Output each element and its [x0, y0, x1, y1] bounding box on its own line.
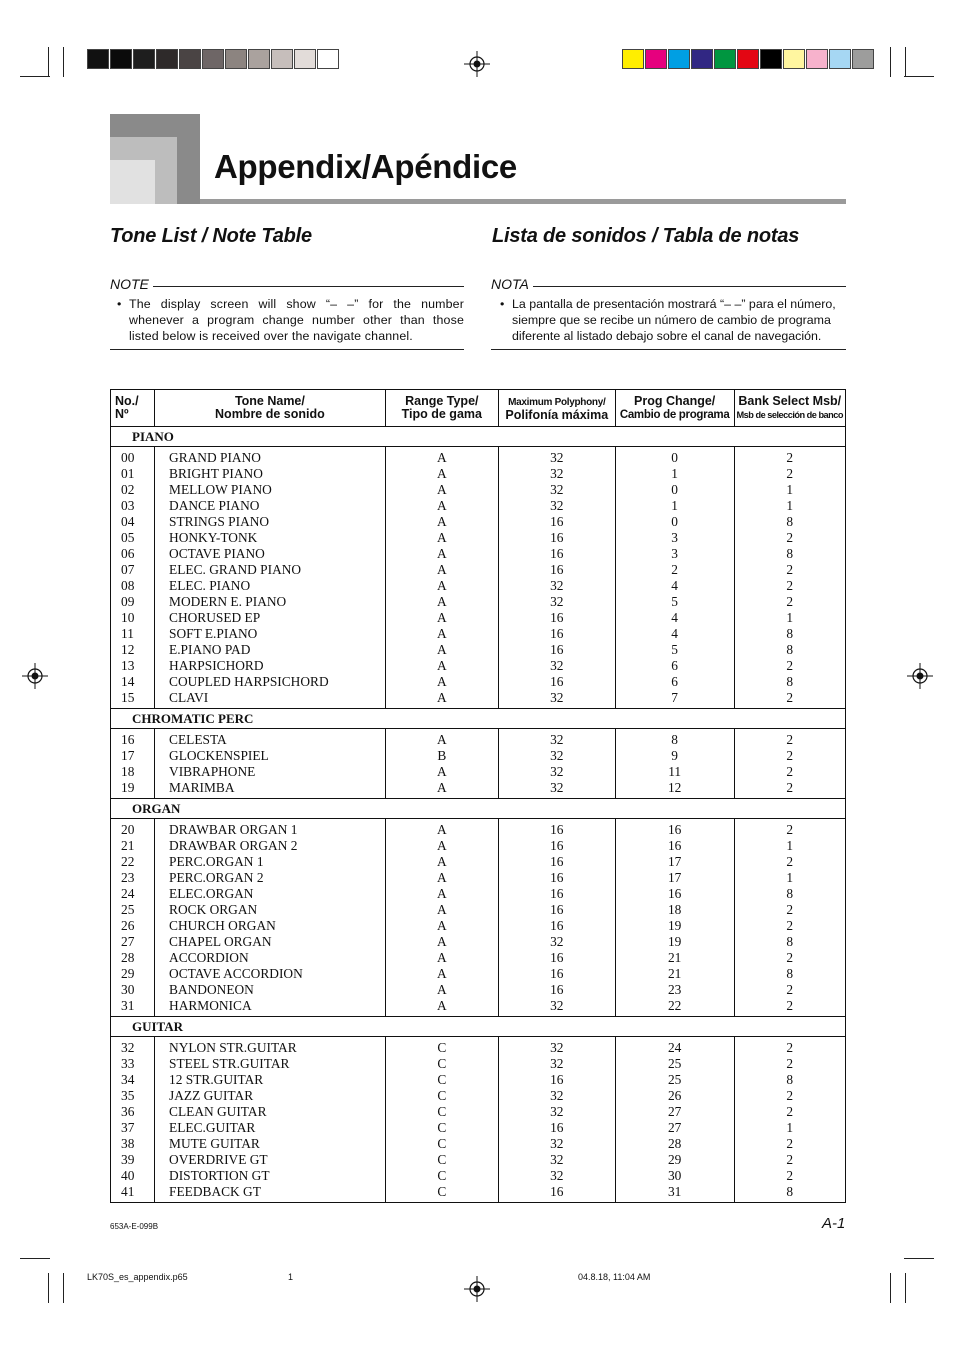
category-row-chromatic-perc	[111, 709, 846, 729]
category-label: CHROMATIC PERC	[111, 709, 846, 729]
category-row-piano	[111, 427, 846, 447]
prog-change-cell: 24 25 25 26 27 27 28 29 30 31	[615, 1037, 734, 1203]
color-swatch	[852, 49, 874, 69]
number-cell: 00 01 02 03 04 05 06 07 08 09 10 11 12 13 14 15	[111, 447, 155, 709]
color-swatch	[806, 49, 828, 69]
prog-change-cell: 8 9 11 12	[615, 729, 734, 799]
tone-name-cell: NYLON STR.GUITAR STEEL STR.GUITAR 12 STR.GUITAR JAZZ GUITAR CLEAN GUITAR ELEC.GUITAR MUTE GUITAR OVERDRIVE GT DISTORTION GT FEEDBACK GT	[155, 1037, 386, 1203]
bank-select-cell: 2 2 8 2 2 1 2 2 2 8	[734, 1037, 845, 1203]
note-text	[500, 296, 844, 344]
prog-change-cell: 0 1 0 1 0 3 3 2 4 5 4 4 5 6 6 7	[615, 447, 734, 709]
note-body: The display screen will show “– –” for the number whenever a program change number other than those listed below is received over the navigate channel.	[129, 297, 464, 343]
color-swatch	[714, 49, 736, 69]
crop-mark	[890, 47, 891, 77]
color-swatch	[202, 49, 224, 69]
col-header-range-type: Range Type/ Tipo de gama	[385, 390, 498, 427]
note-body: La pantalla de presentación mostrará “– –” para el número, siempre que se recibe un número de cambio de programa diferente al listado debajo sobre el canal de navegación.	[512, 297, 836, 343]
color-swatch	[783, 49, 805, 69]
group-rows-piano	[111, 447, 846, 709]
col-header-bank-select: Bank Select Msb/ Msb de selección de banco	[734, 390, 845, 427]
category-label: GUITAR	[111, 1017, 846, 1037]
col-header-prog-change: Prog Change/ Cambio de programa	[615, 390, 734, 427]
number-cell: 20 21 22 23 24 25 26 27 28 29 30 31	[111, 819, 155, 1017]
color-swatch	[737, 49, 759, 69]
table-header-row	[111, 390, 846, 427]
crop-mark	[904, 1258, 934, 1259]
bank-select-cell: 2 1 2 1 8 2 2 8 2 8 2 2	[734, 819, 845, 1017]
tone-name-cell: GRAND PIANO BRIGHT PIANO MELLOW PIANO DANCE PIANO STRINGS PIANO HONKY-TONK OCTAVE PIANO ELEC. GRAND PIANO ELEC. PIANO MODERN E. PIANO CHORUSED EP SOFT E.PIANO E.PIANO PAD HARPSICHORD COUPLED HARPSICHORD CLAVI	[155, 447, 386, 709]
note-rule	[110, 286, 464, 287]
col-header-polyphony: Maximum Polyphony/ Polifonía máxima	[498, 390, 615, 427]
tone-name-cell: DRAWBAR ORGAN 1 DRAWBAR ORGAN 2 PERC.ORGAN 1 PERC.ORGAN 2 ELEC.ORGAN ROCK ORGAN CHURCH ORGAN CHAPEL ORGAN ACCORDION OCTAVE ACCORDION BANDONEON HARMONICA	[155, 819, 386, 1017]
note-text	[117, 296, 464, 344]
color-swatch	[156, 49, 178, 69]
note-bullet: •	[117, 297, 122, 311]
group-rows-chromatic-perc	[111, 729, 846, 799]
color-swatch	[294, 49, 316, 69]
color-swatch	[248, 49, 270, 69]
range-type-cell: C C C C C C C C C C	[385, 1037, 498, 1203]
col-header-number: No./ Nº	[111, 390, 155, 427]
registration-mark-icon	[22, 663, 48, 689]
color-swatch	[760, 49, 782, 69]
color-swatch	[668, 49, 690, 69]
note-box-es	[491, 276, 846, 350]
registration-mark-icon	[907, 663, 933, 689]
color-swatch	[645, 49, 667, 69]
color-calibration-bar	[622, 49, 875, 69]
crop-mark	[904, 76, 934, 77]
color-swatch	[271, 49, 293, 69]
slug-filename: LK70S_es_appendix.p65	[87, 1272, 188, 1282]
polyphony-cell: 32 32 32 32 16 16 16 16 32 32 16 16 16 32 16 32	[498, 447, 615, 709]
crop-mark	[63, 1273, 64, 1303]
crop-mark	[890, 1273, 891, 1303]
group-rows-guitar	[111, 1037, 846, 1203]
grayscale-calibration-bar	[87, 49, 340, 69]
note-label: NOTE	[110, 276, 153, 292]
polyphony-cell: 16 16 16 16 16 16 16 32 16 16 16 32	[498, 819, 615, 1017]
tone-name-cell: CELESTA GLOCKENSPIEL VIBRAPHONE MARIMBA	[155, 729, 386, 799]
section-heading-es: Lista de sonidos / Tabla de notas	[492, 225, 800, 247]
page-title: Appendix/Apéndice	[214, 148, 517, 185]
color-swatch	[110, 49, 132, 69]
category-label: PIANO	[111, 427, 846, 447]
category-label: ORGAN	[111, 799, 846, 819]
polyphony-cell: 32 32 32 32	[498, 729, 615, 799]
crop-mark	[48, 47, 49, 77]
category-row-organ	[111, 799, 846, 819]
bank-select-cell: 2 2 1 1 8 2 8 2 2 2 1 8 8 2 8 2	[734, 447, 845, 709]
crop-mark	[20, 1258, 50, 1259]
color-swatch	[225, 49, 247, 69]
number-cell: 32 33 34 35 36 37 38 39 40 41	[121, 1040, 135, 1199]
color-swatch	[829, 49, 851, 69]
range-type-cell: A A A A A A A A A A A A	[385, 819, 498, 1017]
range-type-cell: A A A A A A A A A A A A A A A A	[385, 447, 498, 709]
color-swatch	[179, 49, 201, 69]
color-swatch	[87, 49, 109, 69]
section-heading-en: Tone List / Note Table	[110, 225, 312, 247]
note-label: NOTA	[491, 276, 533, 292]
color-swatch	[622, 49, 644, 69]
color-swatch	[317, 49, 339, 69]
header-decoration	[110, 160, 155, 204]
color-swatch	[691, 49, 713, 69]
range-type-cell: A B A A	[385, 729, 498, 799]
note-rule	[491, 286, 846, 287]
registration-mark-icon	[464, 1276, 490, 1302]
group-rows-organ	[111, 819, 846, 1017]
slug-sheet: 1	[288, 1272, 294, 1282]
crop-mark	[905, 1273, 906, 1303]
crop-mark	[48, 1273, 49, 1303]
polyphony-cell: 32 32 16 32 32 16 32 32 32 16	[498, 1037, 615, 1203]
note-bullet: •	[500, 297, 505, 311]
prog-change-cell: 16 16 17 17 16 18 19 19 21 21 23 22	[615, 819, 734, 1017]
category-row-guitar	[111, 1017, 846, 1037]
tone-list-table	[110, 389, 846, 1203]
crop-mark	[63, 47, 64, 77]
page-number: A-1	[822, 1215, 846, 1232]
crop-mark	[905, 47, 906, 77]
registration-mark-icon	[464, 51, 490, 77]
crop-mark	[20, 76, 50, 77]
color-swatch	[133, 49, 155, 69]
note-box-en	[110, 276, 464, 350]
number-cell: 16 17 18 19	[111, 729, 155, 799]
col-header-tone-name: Tone Name/ Nombre de sonido	[155, 390, 386, 427]
document-code: 653A-E-099B	[110, 1222, 159, 1231]
slug-date: 04.8.18, 11:04 AM	[578, 1272, 651, 1282]
header-rule	[200, 199, 846, 204]
bank-select-cell: 2 2 2 2	[734, 729, 845, 799]
